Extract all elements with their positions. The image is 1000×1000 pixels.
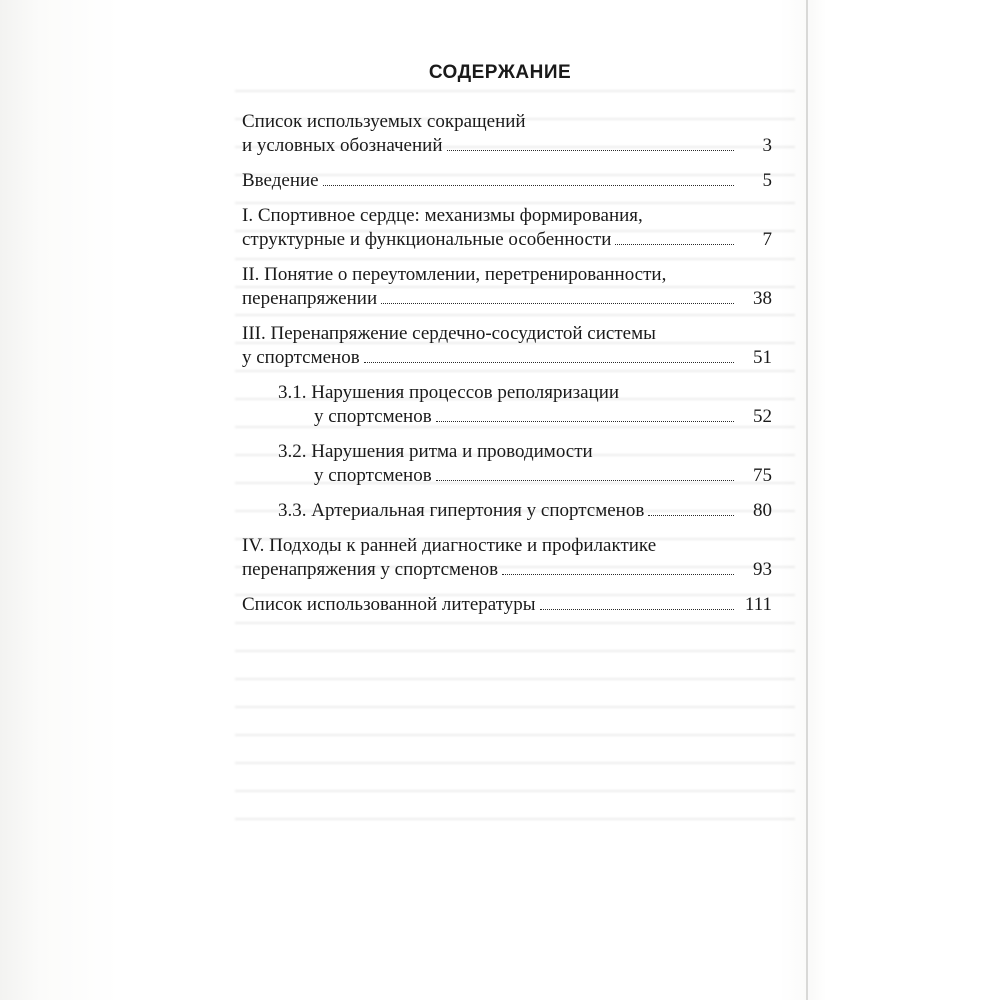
toc-entry-text: 3.1. Нарушения процессов реполяризации: [278, 382, 620, 403]
dot-leader: [648, 515, 734, 516]
dot-leader: [381, 303, 734, 304]
toc-entry-text: структурные и функциональные особенности: [242, 229, 612, 250]
toc-entry-text: Список используемых сокращений: [242, 111, 526, 132]
toc-entry-text: у спортсменов: [314, 465, 432, 486]
toc-entry-chapter-2: [242, 263, 772, 311]
toc-entry-last-row: [242, 169, 772, 193]
toc-entry-text: IV. Подходы к ранней диагностике и профилактике: [242, 535, 657, 556]
toc-entry-text: перенапряжении: [242, 288, 378, 309]
toc-entry-text: 3.2. Нарушения ритма и проводимости: [278, 441, 593, 462]
page-title: СОДЕРЖАНИЕ: [428, 62, 572, 83]
toc-entry-text: III. Перенапряжение сердечно-сосудистой системы: [242, 323, 656, 344]
toc-entry-text: II. Понятие о переутомлении, перетренированности,: [242, 264, 667, 285]
toc-entry-text: Список использованной литературы: [242, 594, 536, 615]
toc-entry-text: 3.3. Артериальная гипертония у спортсменов: [278, 500, 645, 521]
page-number: 3: [762, 135, 772, 156]
dot-leader: [502, 574, 734, 575]
toc-entry-last-row: [242, 593, 772, 617]
toc-entry-last-row: [242, 346, 772, 370]
page-number: 5: [762, 170, 772, 191]
dot-leader: [323, 185, 734, 186]
toc-entry-chapter-1: [242, 204, 772, 252]
dot-leader: [540, 609, 734, 610]
toc-entry-text: у спортсменов: [242, 347, 360, 368]
toc-entry-chapter-3: [242, 322, 772, 370]
page-number: 111: [744, 594, 772, 615]
dot-leader: [436, 421, 734, 422]
toc-entry-last-row: [278, 499, 772, 523]
page-number: 7: [762, 229, 772, 250]
page-number: 51: [753, 347, 772, 368]
page-number: 93: [753, 559, 772, 580]
toc-entry-last-row: [278, 464, 772, 488]
page-number: 38: [753, 288, 772, 309]
toc-entry-last-row: [242, 558, 772, 582]
page-number: 52: [753, 406, 772, 427]
dot-leader: [447, 150, 735, 151]
toc-entry-abbreviations: [242, 110, 772, 158]
toc-entry-section-3-1: [242, 381, 772, 429]
toc-entry-references: [242, 593, 772, 617]
dot-leader: [364, 362, 734, 363]
table-of-contents: [242, 110, 772, 628]
toc-entry-text: I. Спортивное сердце: механизмы формирования,: [242, 205, 643, 226]
toc-entry-section-3-2: [242, 440, 772, 488]
toc-entry-last-row: [242, 134, 772, 158]
toc-entry-text: перенапряжения у спортсменов: [242, 559, 499, 580]
toc-entry-text: и условных обозначений: [242, 135, 443, 156]
toc-entry-last-row: [278, 405, 772, 429]
toc-entry-chapter-4: [242, 534, 772, 582]
toc-entry-last-row: [242, 287, 772, 311]
page-number: 80: [753, 500, 772, 521]
toc-entry-introduction: [242, 169, 772, 193]
dot-leader: [615, 244, 734, 245]
dot-leader: [436, 480, 734, 481]
toc-entry-section-3-3: [242, 499, 772, 523]
toc-entry-last-row: [242, 228, 772, 252]
page-edge: [806, 0, 808, 1000]
page-number: 75: [753, 465, 772, 486]
toc-entry-text: Введение: [242, 170, 319, 191]
toc-entry-text: у спортсменов: [314, 406, 432, 427]
